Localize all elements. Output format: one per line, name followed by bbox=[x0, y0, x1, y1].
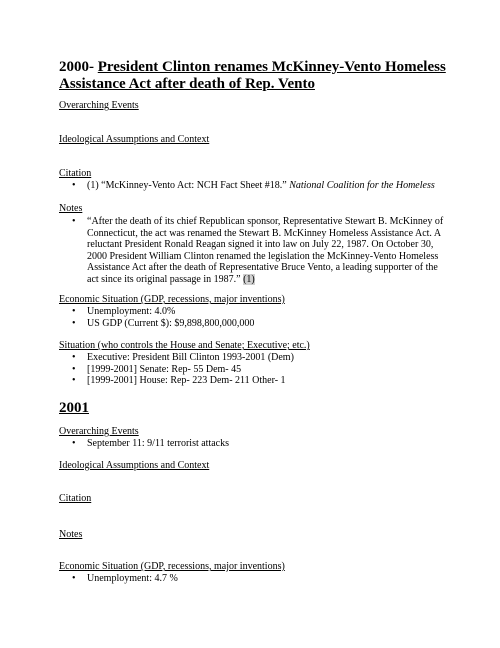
entry-2001-year-heading: 2001 bbox=[59, 400, 89, 416]
overarching-list-2001 bbox=[59, 438, 451, 450]
bullet-icon: • bbox=[72, 216, 76, 227]
section-citation-2000: Citation bbox=[59, 168, 92, 179]
section-notes-2000: Notes bbox=[59, 203, 83, 214]
economic-list-2001 bbox=[59, 573, 451, 585]
list-item: • Unemployment: 4.0% bbox=[72, 306, 176, 317]
economic-list-2000 bbox=[59, 306, 451, 329]
list-item: • Unemployment: 4.7 % bbox=[72, 573, 178, 584]
bullet-icon: • bbox=[72, 180, 76, 191]
entry-2000-heading bbox=[59, 59, 451, 93]
footnote-reference[interactable]: (1) bbox=[243, 273, 255, 285]
bullet-icon: • bbox=[72, 438, 76, 449]
section-ideological-2001: Ideological Assumptions and Context bbox=[59, 460, 210, 471]
section-citation-2001: Citation bbox=[59, 493, 92, 504]
section-overarching-events-2000: Overarching Events bbox=[59, 100, 139, 111]
list-item: • (1) “McKinney-Vento Act: NCH Fact Sheet #18.” National Coalition for the Homeless bbox=[72, 180, 435, 191]
notes-list-2000 bbox=[59, 216, 451, 285]
bullet-icon: • bbox=[72, 317, 76, 329]
list-item: • [1999-2001] House: Rep- 223 Dem- 211 Other- 1 bbox=[72, 375, 286, 386]
section-economic-2001: Economic Situation (GDP, recessions, major inventions) bbox=[59, 561, 285, 572]
citation-list-2000 bbox=[59, 180, 451, 192]
bullet-icon: • bbox=[72, 352, 76, 363]
citation-source: National Coalition for the Homeless bbox=[289, 180, 435, 191]
section-economic-2000: Economic Situation (GDP, recessions, major inventions) bbox=[59, 294, 285, 305]
bullet-icon: • bbox=[72, 306, 76, 317]
section-situation-2000: Situation (who controls the House and Senate; Executive; etc.) bbox=[59, 340, 310, 351]
list-item: • [1999-2001] Senate: Rep- 55 Dem- 45 bbox=[72, 363, 242, 375]
list-item: • US GDP (Current $): $9,898,800,000,000 bbox=[72, 317, 255, 329]
entry-2000-title: President Clinton renames McKinney-Vento Homeless Assistance Act after death of Rep. Vento bbox=[59, 59, 446, 92]
bullet-icon: • bbox=[72, 573, 76, 584]
section-overarching-events-2001: Overarching Events bbox=[59, 426, 139, 437]
section-notes-2001: Notes bbox=[59, 529, 83, 540]
list-item: • Executive: President Bill Clinton 1993-2001 (Dem) bbox=[72, 352, 294, 363]
list-item: • September 11: 9/11 terrorist attacks bbox=[72, 438, 229, 449]
entry-2000-year-prefix: 2000- bbox=[59, 59, 98, 75]
situation-list-2000 bbox=[59, 352, 451, 387]
section-ideological-2000: Ideological Assumptions and Context bbox=[59, 134, 210, 145]
bullet-icon: • bbox=[72, 363, 76, 375]
list-item: • “After the death of its chief Republican sponsor, Representative Stewart B. McKinney of Connecticut, the act was renamed the Stewart B. McKinney Homeless Assistance Act. A reluctant President Ronald Reagan signed it into law on July 22, 1987. On October 30, 2000 President William Clinton renamed the legislation the McKinney-Vento Homeless Assistance Act after the death of Representative Bruce Vento, a leading supporter of the act since its original passage in 1987.” (1) bbox=[72, 216, 444, 285]
bullet-icon: • bbox=[72, 375, 76, 386]
